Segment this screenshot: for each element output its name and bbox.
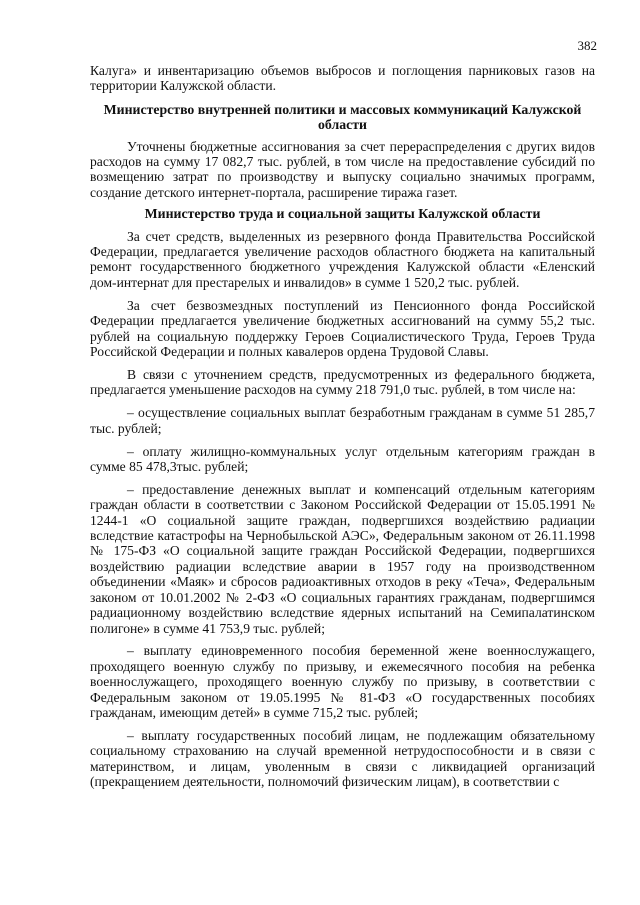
section-heading-internal-policy-ministry: Министерство внутренней политики и массовых коммуникаций Калужской области [103, 101, 582, 133]
paragraph-continuation: Калуга» и инвентаризацию объемов выбросов и поглощения парниковых газов на территории Калужской области. [90, 63, 595, 94]
list-item-military-family-benefits: – выплату единовременного пособия беременной жене военнослужащего, проходящего военную службу по призыву, и ежемесячного пособия на ребенка военнослужащего, проходящего военную службу по призыву, в соответствии с Федеральным законом от 19.05.1995 № 81-ФЗ «О государственных пособиях гражданам, имеющим детей» в сумме 715,2 тыс. рублей; [90, 643, 595, 721]
paragraph-pension-fund: За счет безвозмездных поступлений из Пенсионного фонда Российской Федерации предлагается увеличение бюджетных ассигнований на сумму 55,2 тыс. рублей на социальную поддержку Героев Социалистического Труда, Героев Труда Российской Федерации и полных кавалеров ордена Трудовой Славы. [90, 297, 595, 359]
section-heading-labor-ministry: Министерство труда и социальной защиты Калужской области [144, 206, 541, 222]
page-number: 382 [577, 38, 597, 53]
paragraph-federal-reduction: В связи с уточнением средств, предусмотренных из федерального бюджета, предлагается уменьшение расходов на сумму 218 791,0 тыс. рублей, в том числе на: [90, 366, 595, 398]
list-item-housing-utilities: – оплату жилищно-коммунальных услуг отдельным категориям граждан в сумме 85 478,3тыс. рублей; [90, 443, 595, 474]
paragraph-budget-redistribution: Уточнены бюджетные ассигнования за счет перераспределения с других видов расходов на сумму 17 082,7 тыс. рублей, в том числе на предоставление субсидий по возмещению затрат по производству и выпуску социально значимых программ, создание детского интернет-портала, расширение тиража газет. [90, 138, 595, 200]
document-body [90, 63, 595, 790]
list-item-radiation-compensation: – предоставление денежных выплат и компенсаций отдельным категориям граждан области в соответствии с Законом Российской Федерации от 15.05.1991 № 1244-1 «О социальной защите граждан, подвергшихся воздействию радиации вследствие катастрофы на Чернобыльской АЭС», Федеральным законом от 26.11.1998 № 175-ФЗ «О социальной защите граждан Российской Федерации, подвергшихся воздействию радиации вследствие аварии в 1957 году на производственном объединении «Маяк» и сбросов радиоактивных отходов в реку «Теча», Федеральным законом от 10.01.2002 № 2-ФЗ «О социальных гарантиях гражданам, подвергшимся радиационному воздействию вследствие ядерных испытаний на Семипалатинском полигоне» в сумме 41 753,9 тыс. рублей; [90, 481, 595, 636]
list-item-state-benefits: – выплату государственных пособий лицам, не подлежащим обязательному социальному страхованию на случай временной нетрудоспособности и в связи с материнством, и лицам, уволенным в связи с ликвидацией организаций (прекращением деятельности, полномочий физическим лицам), в соответствии с [90, 727, 595, 790]
paragraph-reserve-fund: За счет средств, выделенных из резервного фонда Правительства Российской Федерации, предлагается увеличение расходов областного бюджета на капитальный ремонт государственного бюджетного учреждения Калужской области «Еленский дом-интернат для престарелых и инвалидов» в сумме 1 520,2 тыс. рублей. [90, 228, 595, 290]
list-item-unemployment-payments: – осуществление социальных выплат безработным гражданам в сумме 51 285,7 тыс. рублей; [90, 405, 595, 436]
